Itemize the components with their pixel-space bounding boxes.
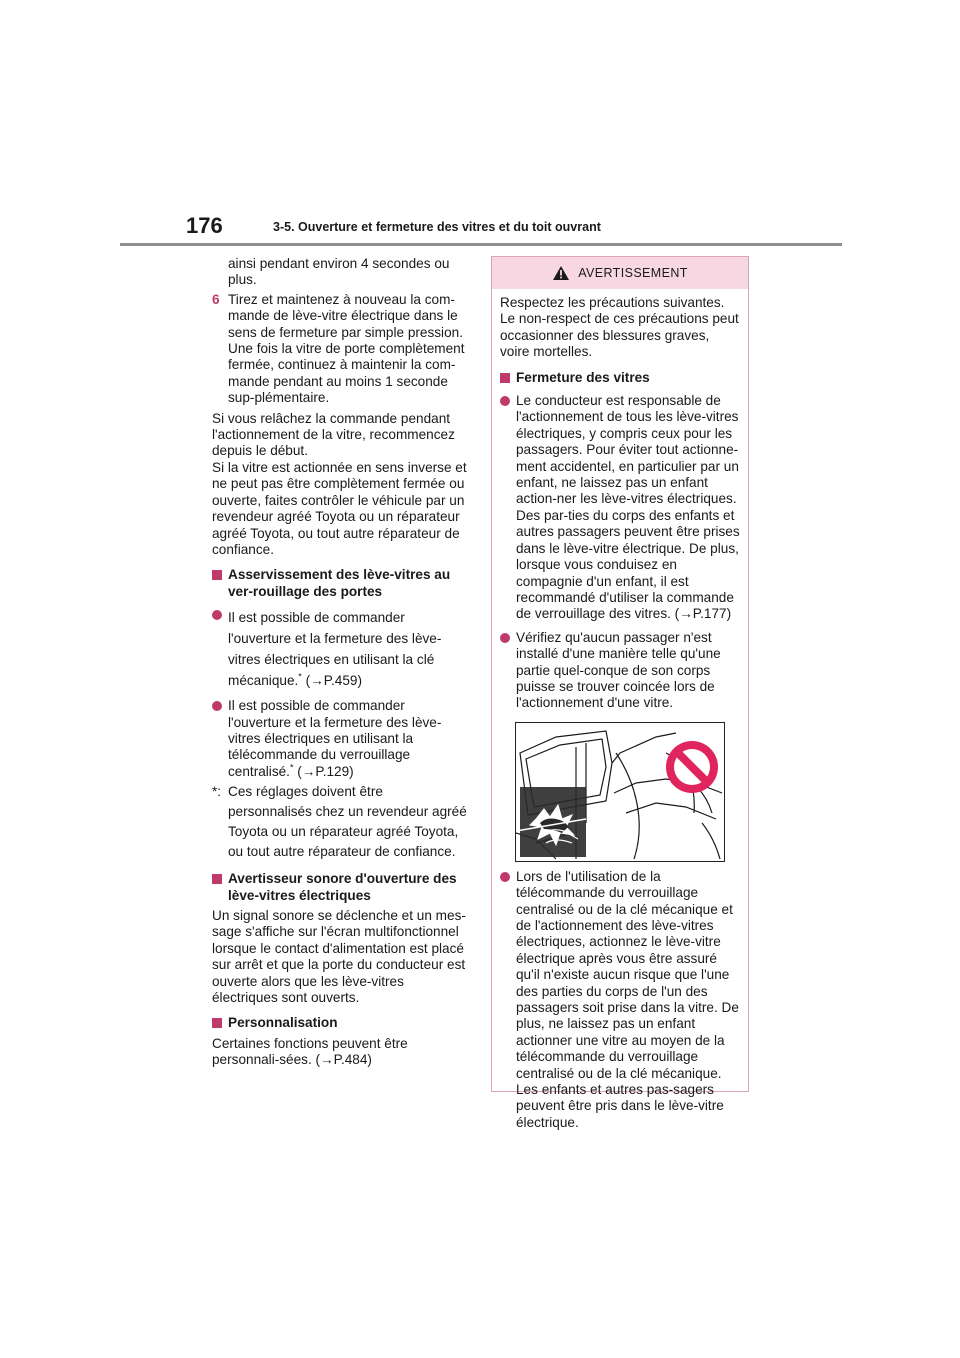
illustration-drawing bbox=[516, 723, 724, 861]
header-rule bbox=[120, 243, 842, 246]
step-6 bbox=[212, 292, 470, 407]
step-number: 6 bbox=[212, 291, 220, 307]
square-bullet-icon bbox=[500, 373, 510, 383]
footnote-star: * bbox=[289, 762, 294, 773]
warning-bullet-passager bbox=[500, 630, 740, 712]
bullet-telecommande bbox=[212, 698, 470, 780]
warning-title: AVERTISSEMENT bbox=[578, 265, 688, 280]
warning-header bbox=[492, 257, 748, 289]
warning-box bbox=[491, 256, 749, 1130]
square-bullet-icon bbox=[212, 1018, 222, 1028]
paragraph-personnalisation: Certaines fonctions peuvent être personnali-sées. (→P.484) bbox=[212, 1035, 408, 1068]
paragraph-inverse: Si la vitre est actionnée en sens inverse et ne peut pas être complètement fermée ou ouverte, faites contrôler le véhicule par un revendeur agréé Toyota ou un réparateur agréé Toyota, ou tout autre réparateur de confiance. bbox=[212, 459, 467, 557]
circle-bullet-icon bbox=[212, 701, 222, 711]
warning-bullet-conducteur bbox=[500, 393, 740, 623]
paragraph-relacher: Si vous relâchez la commande pendant l'actionnement de la vitre, recommencez depuis le début. bbox=[212, 410, 455, 459]
section-title: 3-5. Ouverture et fermeture des vitres et du toit ouvrant bbox=[273, 220, 601, 234]
warning-intro: Respectez les précautions suivantes. Le non-respect de ces précautions peut occasionner des blessures graves, voire mortelles. bbox=[500, 295, 739, 360]
warning-body bbox=[492, 289, 748, 1131]
step-text: Tirez et maintenez à nouveau la com-mande de lève-vitre électrique dans le sens de fermeture par simple pression. Une fois la vitre de porte complètement fermée, continuez à maintenir la com-mande pendant au moins 1 seconde sup-plémentaire. bbox=[228, 291, 465, 406]
window-pinch-illustration bbox=[515, 722, 725, 862]
heading-text: Asservissement des lève-vitres au ver-rouillage des portes bbox=[228, 567, 451, 599]
heading-personnalisation bbox=[212, 1015, 470, 1031]
warning-triangle-icon bbox=[552, 265, 570, 281]
square-bullet-icon bbox=[212, 874, 222, 884]
left-column bbox=[212, 256, 470, 1069]
square-bullet-icon bbox=[212, 570, 222, 580]
circle-bullet-icon bbox=[500, 633, 510, 643]
heading-text: Fermeture des vitres bbox=[516, 369, 650, 385]
page-reference: (→P.129) bbox=[297, 763, 354, 779]
heading-text: Personnalisation bbox=[228, 1015, 338, 1031]
continued-text: ainsi pendant environ 4 secondes ou plus. bbox=[228, 256, 450, 288]
footnote-star: * bbox=[298, 671, 302, 682]
heading-fermeture bbox=[500, 370, 740, 386]
bullet-text: Vérifiez qu'aucun passager n'est installé d'une manière telle qu'une partie quel-conque de son corps puisse se trouver coincée lors de l'actionnement d'une vitre. bbox=[516, 629, 721, 711]
footnote-text: Ces réglages doivent être personnalisés chez un revendeur agréé Toyota ou un réparateur agréé Toyota, ou tout autre réparateur de confiance. bbox=[228, 784, 467, 860]
bullet-text: Il est possible de commander l'ouverture et la fermeture des lève-vitres électriques en utilisant la clé mécanique. bbox=[228, 610, 442, 689]
footnote-mark: *: bbox=[212, 784, 222, 800]
circle-bullet-icon bbox=[500, 396, 510, 406]
bullet-text: Il est possible de commander l'ouverture et la fermeture des lève-vitres électriques en utilisant la télécommande du verrouillage centralisé. bbox=[228, 698, 442, 779]
bullet-text: Lors de l'utilisation de la télécommande du verrouillage centralisé ou de la clé mécanique et de l'actionnement des lève-vitres électriques, actionnez le lève-vitre électrique après vous être assuré qu'il n'existe aucun risque que l'une des parties du corps de l'un des passagers soit prise dans la vitre. De plus, ne laissez pas un enfant actionner une vitre au moyen de la télécommande du verrouillage centralisé ou de la clé mécanique. Les enfants et autres pas-sagers peuvent être pris dans le lève-vitre électrique. bbox=[516, 868, 739, 1130]
circle-bullet-icon bbox=[500, 872, 510, 882]
page-reference: (→P.459) bbox=[305, 673, 362, 689]
heading-text: Avertisseur sonore d'ouverture des lève-vitres électriques bbox=[228, 871, 457, 903]
bullet-text: Le conducteur est responsable de l'actionnement de tous les lève-vitres électriques, y compris ceux pour les passagers. Pour éviter tout actionne-ment accidentel, en particulier par un enfant, ne laissez pas un enfant action-ner les lève-vitres électriques. Des par-ties du corps des enfants et autres passagers peuvent être prises dans le lève-vitre électrique. De plus, lorsque vous conduisez en compagnie d'un enfant, il est recommandé d'utiliser la commande de verrouillage des vitres. (→P.177) bbox=[516, 393, 740, 622]
heading-avertisseur bbox=[212, 871, 470, 904]
heading-asservissement bbox=[212, 567, 470, 600]
footnote bbox=[212, 782, 470, 862]
warning-bullet-telecommande bbox=[500, 869, 740, 1132]
paragraph-avertisseur: Un signal sonore se déclenche et un mes-sage s'affiche sur l'écran multifonctionnel lorsque le contact d'alimentation est placé sur arrêt et que la porte du conducteur est ouverte alors que les lève-vitres électriques sont ouverts. bbox=[212, 907, 466, 1005]
bullet-cle-mecanique bbox=[212, 607, 470, 691]
page-number: 176 bbox=[186, 213, 223, 238]
circle-bullet-icon bbox=[212, 610, 222, 620]
